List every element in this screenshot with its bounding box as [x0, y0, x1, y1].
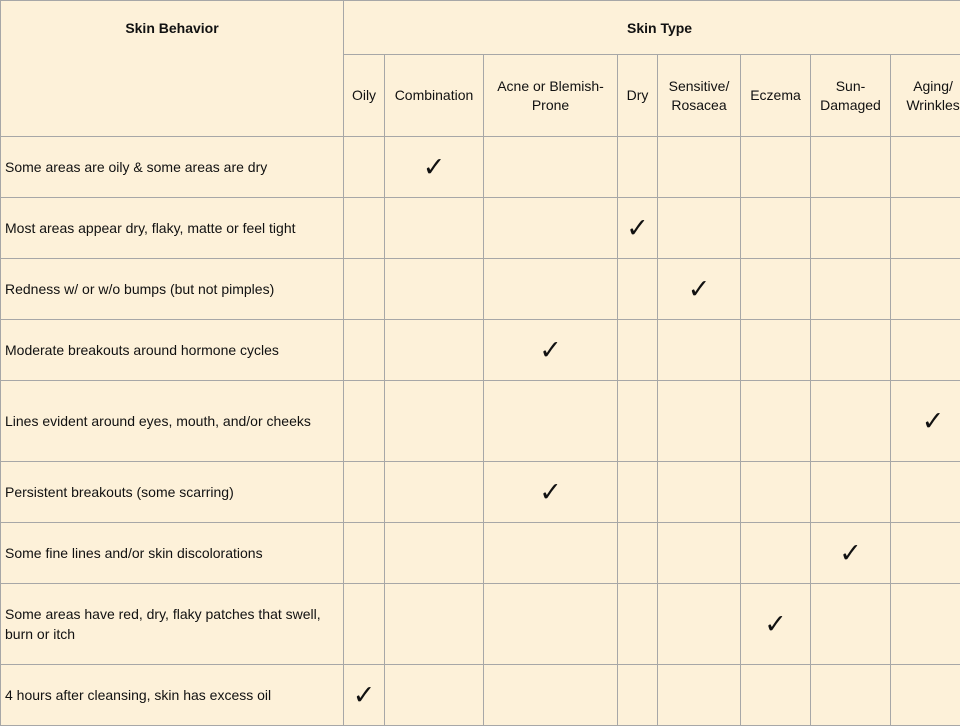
checkmark-icon: ✓ — [811, 523, 891, 584]
empty-cell — [618, 462, 658, 523]
skin-type-header: Skin Type — [344, 1, 960, 55]
col-dry: Dry — [618, 55, 658, 137]
table-row — [1, 137, 960, 198]
skin-behavior-cell: Some areas are oily & some areas are dry — [1, 137, 344, 198]
checkmark-icon: ✓ — [891, 381, 960, 462]
table-row — [1, 665, 960, 726]
empty-cell — [658, 198, 741, 259]
empty-cell — [344, 523, 385, 584]
col-eczema: Eczema — [741, 55, 811, 137]
skin-behavior-cell: Moderate breakouts around hormone cycles — [1, 320, 344, 381]
checkmark-icon: ✓ — [658, 259, 741, 320]
empty-cell — [385, 381, 484, 462]
empty-cell — [811, 381, 891, 462]
empty-cell — [344, 320, 385, 381]
empty-cell — [741, 259, 811, 320]
empty-cell — [618, 137, 658, 198]
empty-cell — [344, 259, 385, 320]
table-row — [1, 584, 960, 665]
empty-cell — [344, 198, 385, 259]
empty-cell — [385, 198, 484, 259]
empty-cell — [891, 137, 960, 198]
empty-cell — [385, 320, 484, 381]
empty-cell — [891, 462, 960, 523]
skin-behavior-cell: Some fine lines and/or skin discolorations — [1, 523, 344, 584]
empty-cell — [891, 584, 960, 665]
empty-cell — [741, 137, 811, 198]
empty-cell — [344, 137, 385, 198]
checkmark-icon: ✓ — [385, 137, 484, 198]
empty-cell — [741, 381, 811, 462]
empty-cell — [484, 665, 618, 726]
skin-behavior-cell: Some areas have red, dry, flaky patches that swell, burn or itch — [1, 584, 344, 665]
empty-cell — [811, 259, 891, 320]
checkmark-icon: ✓ — [484, 462, 618, 523]
empty-cell — [658, 523, 741, 584]
empty-cell — [891, 320, 960, 381]
checkmark-icon: ✓ — [484, 320, 618, 381]
skin-behavior-cell: Lines evident around eyes, mouth, and/or cheeks — [1, 381, 344, 462]
table-row — [1, 523, 960, 584]
table-row — [1, 259, 960, 320]
col-oily: Oily — [344, 55, 385, 137]
empty-cell — [385, 584, 484, 665]
checkmark-icon: ✓ — [344, 665, 385, 726]
empty-cell — [344, 381, 385, 462]
empty-cell — [891, 259, 960, 320]
skin-behavior-cell: Redness w/ or w/o bumps (but not pimples) — [1, 259, 344, 320]
empty-cell — [484, 137, 618, 198]
empty-cell — [741, 523, 811, 584]
table-row — [1, 198, 960, 259]
empty-cell — [658, 381, 741, 462]
empty-cell — [811, 462, 891, 523]
empty-cell — [484, 584, 618, 665]
empty-cell — [385, 462, 484, 523]
empty-cell — [811, 320, 891, 381]
table-row — [1, 381, 960, 462]
empty-cell — [385, 523, 484, 584]
table-row — [1, 320, 960, 381]
table-body — [1, 137, 960, 726]
col-sensitive-rosacea: Sensitive/ Rosacea — [658, 55, 741, 137]
empty-cell — [618, 584, 658, 665]
empty-cell — [811, 665, 891, 726]
empty-cell — [484, 198, 618, 259]
empty-cell — [741, 320, 811, 381]
empty-cell — [344, 462, 385, 523]
empty-cell — [811, 584, 891, 665]
empty-cell — [741, 198, 811, 259]
empty-cell — [811, 198, 891, 259]
empty-cell — [811, 137, 891, 198]
checkmark-icon: ✓ — [741, 584, 811, 665]
empty-cell — [484, 381, 618, 462]
empty-cell — [891, 523, 960, 584]
empty-cell — [618, 320, 658, 381]
empty-cell — [658, 584, 741, 665]
empty-cell — [618, 523, 658, 584]
empty-cell — [741, 462, 811, 523]
skin-behavior-cell: Most areas appear dry, flaky, matte or feel tight — [1, 198, 344, 259]
skin-behavior-cell: Persistent breakouts (some scarring) — [1, 462, 344, 523]
skin-behavior-header: Skin Behavior — [1, 1, 344, 137]
empty-cell — [385, 665, 484, 726]
empty-cell — [891, 665, 960, 726]
empty-cell — [658, 137, 741, 198]
empty-cell — [658, 320, 741, 381]
col-combination: Combination — [385, 55, 484, 137]
empty-cell — [344, 584, 385, 665]
empty-cell — [618, 259, 658, 320]
empty-cell — [618, 665, 658, 726]
table-row — [1, 462, 960, 523]
empty-cell — [741, 665, 811, 726]
empty-cell — [484, 523, 618, 584]
empty-cell — [658, 665, 741, 726]
empty-cell — [484, 259, 618, 320]
empty-cell — [658, 462, 741, 523]
empty-cell — [618, 381, 658, 462]
col-sun-damaged: Sun-Damaged — [811, 55, 891, 137]
empty-cell — [385, 259, 484, 320]
col-aging-wrinkles: Aging/ Wrinkles — [891, 55, 960, 137]
empty-cell — [891, 198, 960, 259]
checkmark-icon: ✓ — [618, 198, 658, 259]
skin-behavior-cell: 4 hours after cleansing, skin has excess oil — [1, 665, 344, 726]
col-acne-blemish-prone: Acne or Blemish-Prone — [484, 55, 618, 137]
